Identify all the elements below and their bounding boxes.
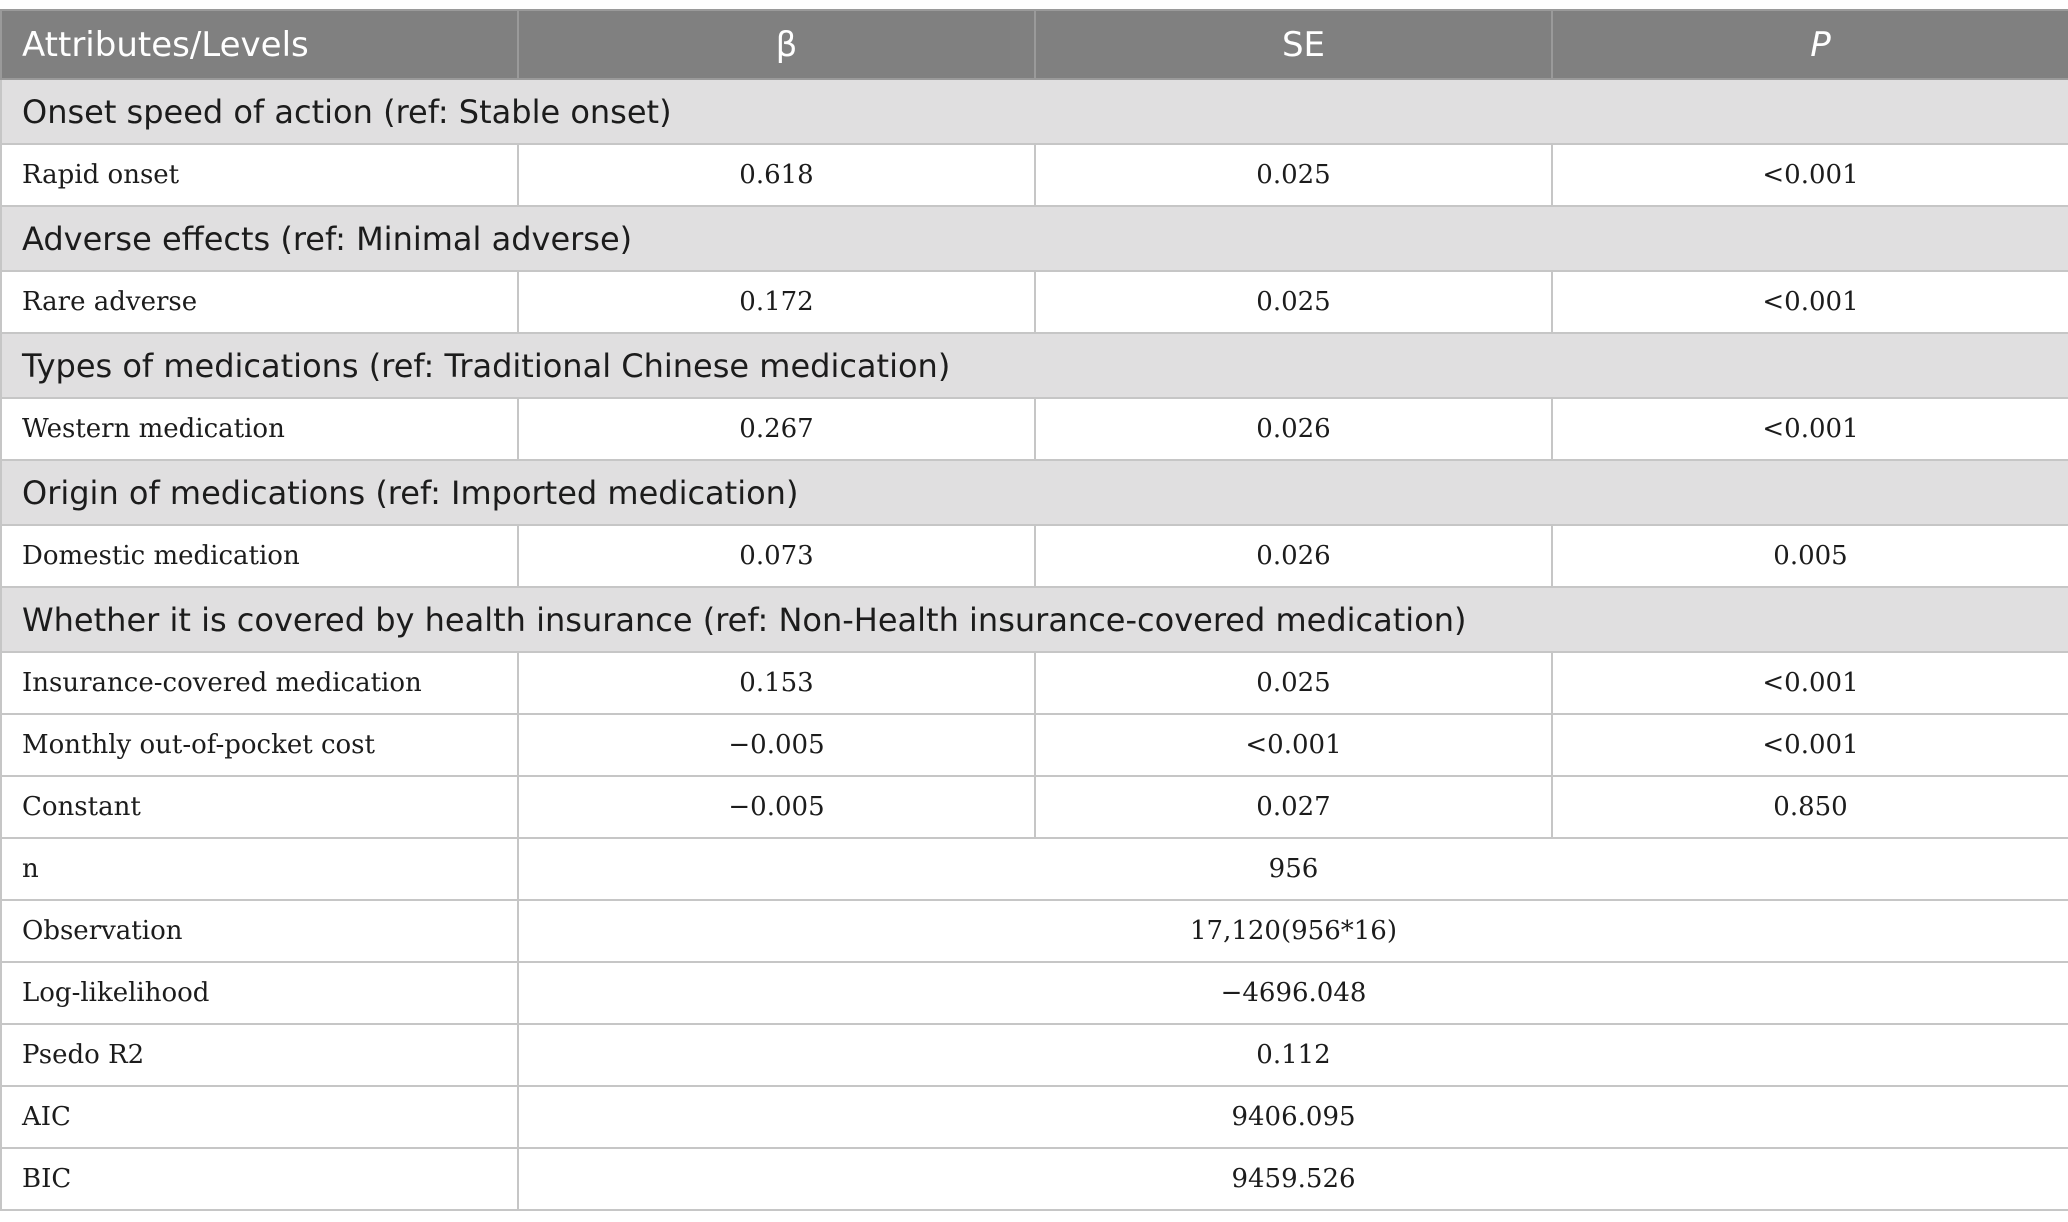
stat-value: 17,120(956*16) (518, 900, 2068, 962)
group-header-row (1, 79, 2068, 144)
header-attributes-levels: Attributes/Levels (1, 10, 518, 79)
row-beta: 0.073 (518, 525, 1035, 587)
table-row (1, 652, 2068, 714)
group-title-adverse-effects: Adverse effects (ref: Minimal adverse) (1, 206, 2068, 271)
row-se: 0.026 (1035, 525, 1552, 587)
row-p: <0.001 (1552, 144, 2068, 206)
stat-label: BIC (1, 1148, 518, 1210)
stat-row-aic (1, 1086, 2068, 1148)
stat-label: Observation (1, 900, 518, 962)
regression-results-table (0, 9, 2068, 1211)
row-beta: 0.153 (518, 652, 1035, 714)
group-header-row (1, 460, 2068, 525)
stat-value: −4696.048 (518, 962, 2068, 1024)
group-title-onset-speed: Onset speed of action (ref: Stable onset) (1, 79, 2068, 144)
table-row (1, 398, 2068, 460)
row-beta: −0.005 (518, 714, 1035, 776)
table-row (1, 525, 2068, 587)
header-p-label: P (1810, 24, 1831, 65)
row-beta: 0.267 (518, 398, 1035, 460)
row-beta: 0.172 (518, 271, 1035, 333)
row-se: 0.025 (1035, 144, 1552, 206)
stat-row-log-likelihood (1, 962, 2068, 1024)
row-se: 0.025 (1035, 271, 1552, 333)
group-header-row (1, 333, 2068, 398)
stat-value: 9406.095 (518, 1086, 2068, 1148)
stat-label: Log-likelihood (1, 962, 518, 1024)
row-label: Insurance-covered medication (1, 652, 518, 714)
row-p: 0.850 (1552, 776, 2068, 838)
group-title-health-insurance: Whether it is covered by health insurance (ref: Non-Health insurance-covered medication) (1, 587, 2068, 652)
row-p: 0.005 (1552, 525, 2068, 587)
stat-label: Psedo R2 (1, 1024, 518, 1086)
header-beta: β (518, 10, 1035, 79)
row-p: <0.001 (1552, 271, 2068, 333)
stat-label: n (1, 838, 518, 900)
results-table-container (0, 9, 2068, 1211)
row-label: Western medication (1, 398, 518, 460)
row-beta: 0.618 (518, 144, 1035, 206)
group-title-types-of-medications: Types of medications (ref: Traditional Chinese medication) (1, 333, 2068, 398)
row-p: <0.001 (1552, 398, 2068, 460)
group-header-row (1, 587, 2068, 652)
group-header-row (1, 206, 2068, 271)
stat-row-bic (1, 1148, 2068, 1210)
stat-value: 9459.526 (518, 1148, 2068, 1210)
row-label: Domestic medication (1, 525, 518, 587)
row-se: <0.001 (1035, 714, 1552, 776)
row-beta: −0.005 (518, 776, 1035, 838)
row-label: Constant (1, 776, 518, 838)
row-p: <0.001 (1552, 714, 2068, 776)
row-se: 0.025 (1035, 652, 1552, 714)
stat-row-observation (1, 900, 2068, 962)
row-label: Monthly out-of-pocket cost (1, 714, 518, 776)
row-label: Rare adverse (1, 271, 518, 333)
header-p (1552, 10, 2068, 79)
row-p: <0.001 (1552, 652, 2068, 714)
table-row (1, 144, 2068, 206)
stat-row-n (1, 838, 2068, 900)
table-header-row (1, 10, 2068, 79)
table-row (1, 714, 2068, 776)
stat-value: 0.112 (518, 1024, 2068, 1086)
table-row (1, 271, 2068, 333)
table-row (1, 776, 2068, 838)
header-se: SE (1035, 10, 1552, 79)
row-label: Rapid onset (1, 144, 518, 206)
stat-label: AIC (1, 1086, 518, 1148)
stat-value: 956 (518, 838, 2068, 900)
stat-row-pseudo-r2 (1, 1024, 2068, 1086)
group-title-origin-of-medications: Origin of medications (ref: Imported medication) (1, 460, 2068, 525)
row-se: 0.027 (1035, 776, 1552, 838)
row-se: 0.026 (1035, 398, 1552, 460)
